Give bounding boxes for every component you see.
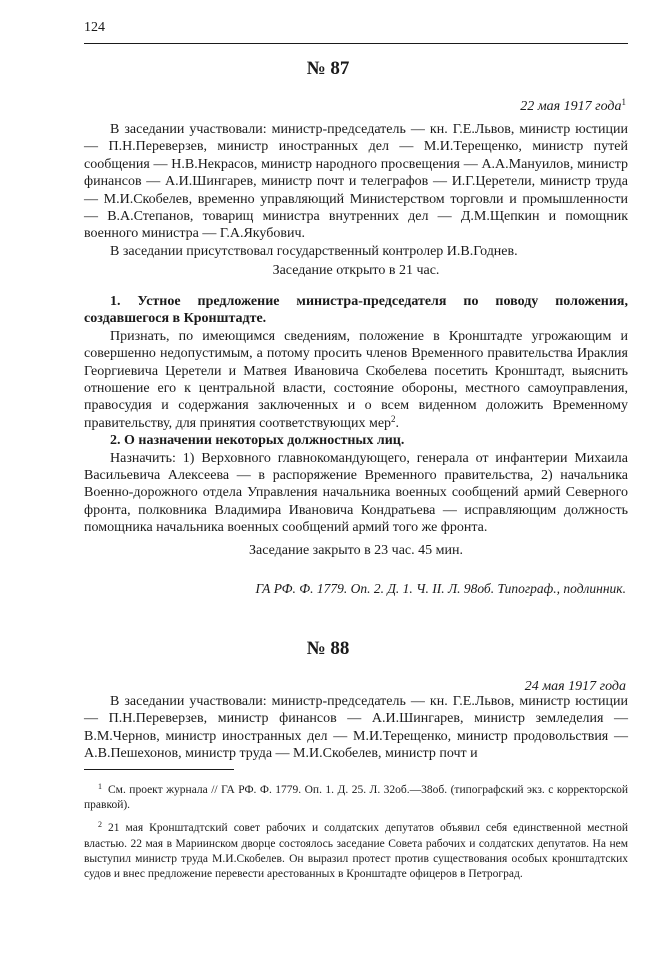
doc87-closed: Заседание закрыто в 23 час. 45 мин. <box>249 543 463 558</box>
doc87-agenda <box>84 293 628 537</box>
doc88-participants-block <box>84 693 628 763</box>
footnote-1 <box>84 779 628 813</box>
doc87-date-footnote-ref: 1 <box>621 97 626 107</box>
doc87-item1-footnote-ref: 2 <box>391 413 396 424</box>
footnote-rule <box>84 769 234 770</box>
doc88-number: № 88 <box>306 638 350 659</box>
doc87-date <box>520 97 626 115</box>
doc87-item2-text: Назначить: 1) Верховного главнокомандующего, генерала от инфантерии Михаила Васильевича Алексеева — в распоряжение Временного правительства, 2) начальника Военно-дорожного отдела Управления начальника военных сообщений армий Северного фронта, полковника Владимира Ивановича Кондратьева — исправляющим должность помощника начальника военных сообщений армий того же фронта. <box>84 450 628 536</box>
doc87-participants: В заседании участвовали: министр-председатель — кн. Г.Е.Львов, министр юстиции — П.Н.Переверзев, министр иностранных дел — М.И.Терещенко, министр путей сообщения — Н.В.Некрасов, министр народного просвещения — А.А.Мануилов, министр финансов — А.И.Шингарев, министр почт и телеграфов — И.Г.Церетели, министр труда — М.И.Скобелев, временно управляющий Министерством торговли и промышленности — В.А.Степанов, товарищ министра внутренних дел — Д.М.Щепкин и помощник военного министра — Г.А.Якубович. <box>84 122 628 242</box>
doc87-present: В заседании присутствовал государственный контролер И.В.Годнев. <box>110 243 518 259</box>
doc87-item1-paragraph: Признать, по имеющимся сведениям, положение в Кронштадте угрожающим и совершенно недопустимым, а потому просить членов Временного правительства Ираклия Георгиевича Церетели и Матвея Ивановича Скобелева посетить Кронштадт, выяснить отношение его к центральной власти, состояние обороны, местного самоуправления, правосудия и содержания заключенных и о всем виденном доложить Временному правительству, для принятия соответствующих мер$^2$. <box>84 328 628 431</box>
header-rule <box>84 43 628 44</box>
doc87-opened: Заседание открыто в 21 час. <box>272 263 440 278</box>
footnote-2-text: 21 мая Кронштадтский совет рабочих и солдатских депутатов объявил себя единственной местной властью. 22 мая в Мариинском дворце состоялось заседание Совета рабочих и солдатских депутатов. На нем выступил министр труда М.И.Скобелев. Он выразил протест против существования особых кронштадтских судов и внес предложение перевести арестованных в Кронштадте офицеров в Петроград. <box>84 822 628 881</box>
doc88-date: 24 мая 1917 года <box>524 679 626 694</box>
footnote-2 <box>84 817 628 882</box>
doc87-number: № 87 <box>306 58 350 79</box>
doc87-item1-text: Признать, по имеющимся сведениям, положение в Кронштадте угрожающим и совершенно недопустимым, а потому просить членов Временного правительства Ираклия Георгиевича Церетели и Матвея Ивановича Скобелева посетить Кронштадт, выяснить отношение его к центральной власти, состояние обороны, местного самоуправления, правосудия и содержания заключенных и о всем виденном доложить Временному правительству, для принятия соответствующих мер <box>84 328 628 431</box>
doc87-date-text: 22 мая 1917 года <box>520 99 622 114</box>
page-number: 124 <box>84 20 105 35</box>
doc88-participants: В заседании участвовали: министр-председатель — кн. Г.Е.Львов, министр юстиции — П.Н.Переверзев, министр финансов — А.И.Шингарев, министр земледелия — В.М.Чернов, министр иностранных дел — М.И.Терещенко, министр продовольствия — А.В.Пешехонов, министр труда — М.И.Скобелев, министр почт и <box>84 694 628 762</box>
doc87-item1-title: 1. Устное предложение министра-председателя по поводу положения, создавшегося в Кронштадте. <box>84 294 628 327</box>
doc87-item2-title: 2. О назначении некоторых должностных лиц. <box>110 433 405 449</box>
footnote-2-mark: 2 <box>98 820 102 830</box>
footnote-1-text: См. проект журнала // ГА РФ. Ф. 1779. Оп. 1. Д. 25. Л. 32об.—38об. (типографский экз. с корректорской правкой). <box>84 784 628 812</box>
doc87-source: ГА РФ. Ф. 1779. Оп. 2. Д. 1. Ч. II. Л. 98об. Типограф., подлинник. <box>255 581 626 596</box>
footnotes <box>84 779 628 886</box>
footnote-1-mark: 1 <box>98 782 102 791</box>
doc87-participants-block <box>84 121 628 260</box>
